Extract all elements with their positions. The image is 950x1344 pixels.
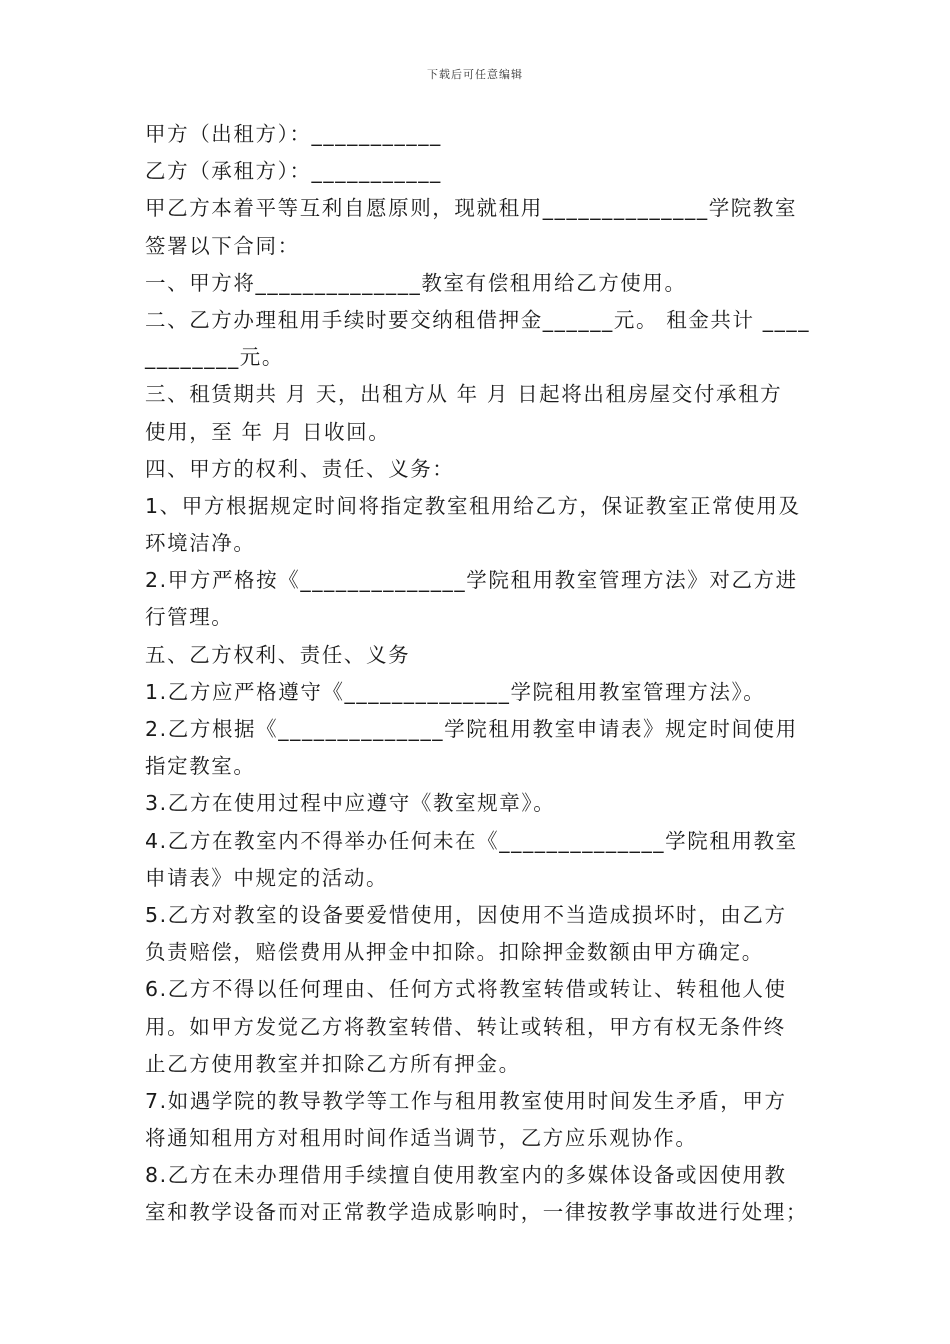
clause-line: 一、甲方将______________教室有偿租用给乙方使用。	[145, 270, 687, 295]
text-line: 指定教室。	[145, 754, 256, 779]
clause-line: 1.乙方应严格遵守《______________学院租用教室管理方法》。	[145, 679, 766, 704]
text-line: 负责赔偿，赔偿费用从押金中扣除。扣除押金数额由甲方确定。	[145, 940, 764, 965]
clause-line: 2.甲方严格按《______________学院租用教室管理方法》对乙方进	[145, 568, 798, 593]
clause-line: 6.乙方不得以任何理由、任何方式将教室转借或转让、转租他人使	[145, 977, 787, 1002]
party-b-line: 乙方（承租方）：___________	[145, 159, 442, 184]
clause-line: 1、甲方根据规定时间将指定教室租用给乙方，保证教室正常使用及	[145, 493, 801, 518]
text-line: 甲乙方本着平等互利自愿原则，现就租用______________学院教室	[145, 196, 798, 221]
text-line: 用。如甲方发觉乙方将教室转借、转让或转租，甲方有权无条件终	[145, 1014, 786, 1039]
clause-line: 三、租赁期共 月 天，出租方从 年 月 日起将出租房屋交付承租方	[145, 382, 783, 407]
clause-line: 5.乙方对教室的设备要爱惜使用，因使用不当造成损坏时，由乙方	[145, 902, 787, 927]
clause-line: 2.乙方根据《______________学院租用教室申请表》规定时间使用	[145, 717, 798, 741]
section-heading: 五、乙方权利、责任、义务	[145, 642, 411, 667]
text-line: 将通知租用方对租用时间作适当调节，乙方应乐观协作。	[145, 1126, 698, 1151]
text-line: 室和教学设备而对正常教学造成影响时，一律按教学事故进行处理；	[145, 1200, 808, 1225]
text-line: 止乙方使用教室并扣除乙方所有押金。	[145, 1051, 521, 1076]
clause-line: 4.乙方在教室内不得举办任何未在《______________学院租用教室	[145, 828, 798, 853]
clause-line: 7.如遇学院的教导教学等工作与租用教室使用时间发生矛盾，甲方	[145, 1088, 787, 1113]
clause-line: 8.乙方在未办理借用手续擅自使用教室内的多媒体设备或因使用教	[145, 1163, 787, 1188]
text-line: 签署以下合同：	[145, 233, 300, 258]
contract-body	[145, 116, 810, 1232]
text-line: 使用，至 年 月 日收回。	[145, 419, 391, 444]
clause-line: 3.乙方在使用过程中应遵守《教室规章》。	[145, 791, 556, 816]
clause-line: 二、乙方办理租用手续时要交纳租借押金______元。 租金共计 ____	[145, 307, 811, 332]
text-line: 行管理。	[145, 605, 234, 630]
text-line: ________元。	[145, 345, 284, 370]
text-line: 申请表》中规定的活动。	[145, 865, 389, 890]
page-header-note: 下载后可任意编辑	[427, 68, 523, 81]
party-a-line: 甲方（出租方）：___________	[145, 122, 442, 146]
text-line: 环境洁净。	[145, 531, 256, 556]
section-heading: 四、甲方的权利、责任、义务：	[145, 456, 455, 481]
